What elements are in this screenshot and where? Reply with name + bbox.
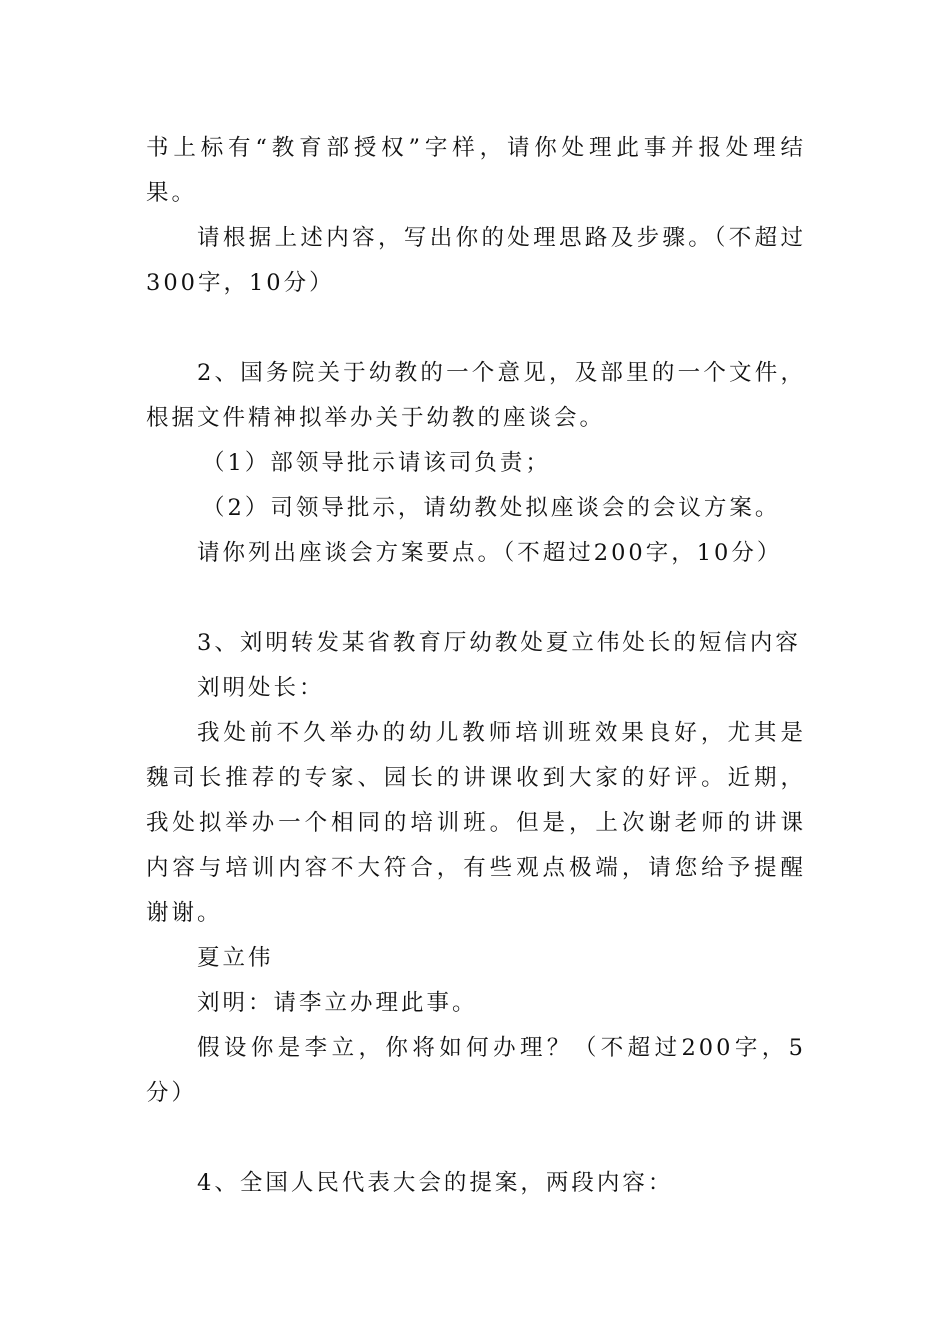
question-3-salutation: 刘明处长： xyxy=(197,675,325,701)
question-3-title: 3、刘明转发某省教育厅幼教处夏立伟处长的短信内容 xyxy=(197,630,801,656)
question-3-signature: 夏立伟 xyxy=(197,945,274,971)
spacer xyxy=(146,306,806,351)
question-4-title: 4、全国人民代表大会的提案，两段内容： xyxy=(197,1170,674,1196)
question-2-ask: 请你列出座谈会方案要点。（不超过200字，10分） xyxy=(197,540,783,566)
question-3-body: 我处前不久举办的幼儿教师培训班效果良好，尤其是魏司长推荐的专家、园长的讲课收到大家的好评。近期，我处拟举办一个相同的培训班。但是，上次谢老师的讲课内容与培训内容不大符合，有些观点极端，请您给予提醒谢谢。 xyxy=(146,720,806,926)
spacer xyxy=(146,576,806,621)
question-3-ask: 假设你是李立，你将如何办理？（不超过200字，5分） xyxy=(146,1035,806,1106)
question-2-title: 2、国务院关于幼教的一个意见，及部里的一个文件，根据文件精神拟举办关于幼教的座谈会。 xyxy=(146,360,806,431)
paragraph-q1-continuation: 书上标有“教育部授权”字样，请你处理此事并报处理结果。 xyxy=(146,135,806,206)
paragraph-q1-ask: 请根据上述内容，写出你的处理思路及步骤。（不超过300字，10分） xyxy=(146,225,806,296)
document-page xyxy=(146,126,806,1206)
question-2-item-1: （1）部领导批示请该司负责； xyxy=(202,450,551,476)
spacer xyxy=(146,1116,806,1161)
question-3-instruction: 刘明：请李立办理此事。 xyxy=(197,990,478,1016)
question-2-item-2: （2）司领导批示，请幼教处拟座谈会的会议方案。 xyxy=(202,495,781,521)
